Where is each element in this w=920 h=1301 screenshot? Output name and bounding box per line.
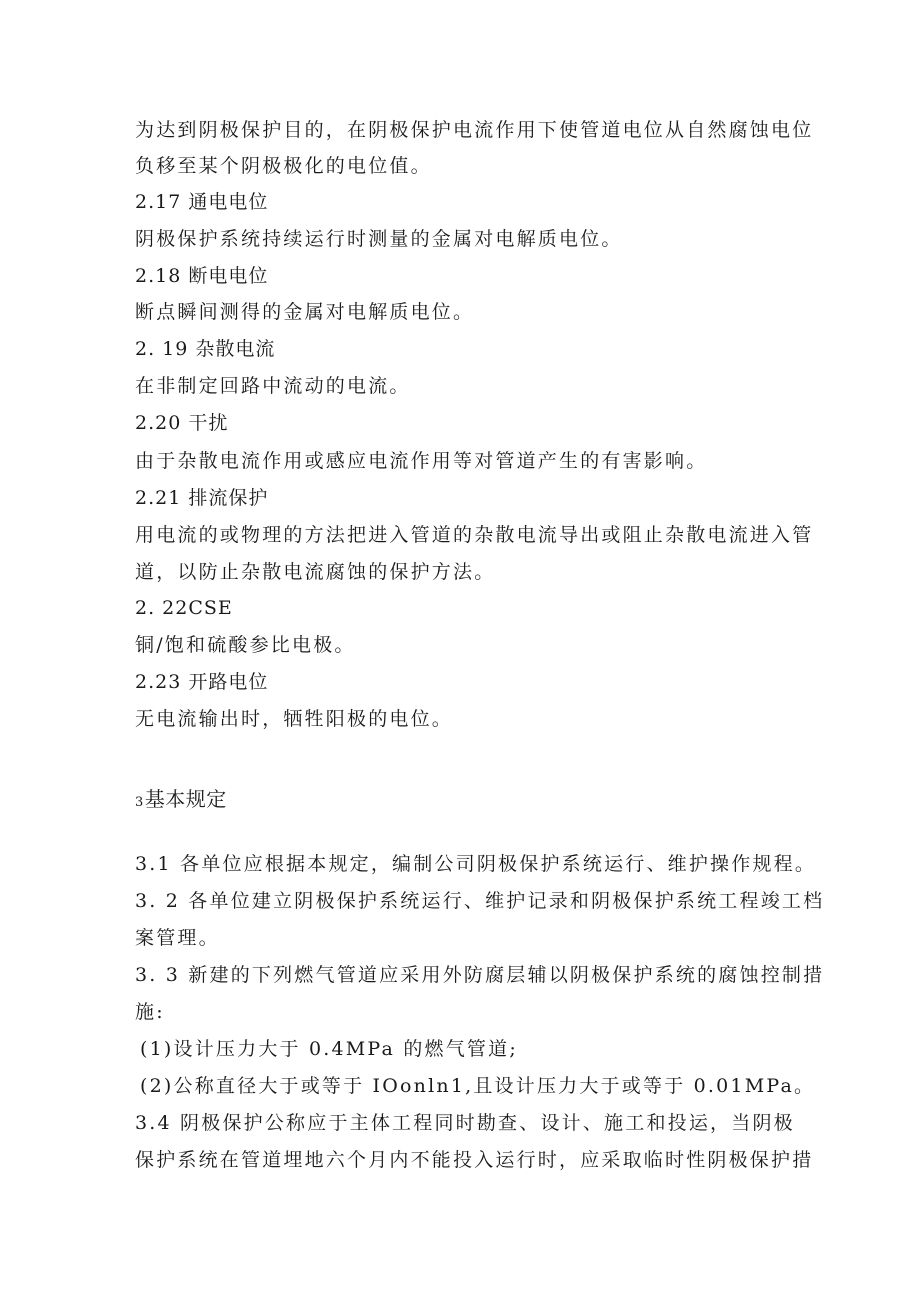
clause-3-3-item-2: (2)公称直径大于或等于 IOonln1,且设计压力大于或等于 0.01MPa。 bbox=[140, 1075, 816, 1097]
term-2-21-body-line-1: 用电流的或物理的方法把进入管道的杂散电流导出或阻止杂散电流进入管 bbox=[135, 524, 814, 546]
clause-3-4-line-2: 保护系统在管道埋地六个月内不能投入运行时，应采取临时性阴极保护措 bbox=[135, 1149, 814, 1171]
section-3-number: 3 bbox=[135, 795, 144, 810]
term-2-21-heading: 2.21 排流保护 bbox=[135, 487, 269, 509]
term-2-17-heading: 2.17 通电电位 bbox=[135, 191, 269, 213]
term-2-18-heading: 2.18 断电电位 bbox=[135, 265, 269, 287]
term-2-20-heading: 2.20 干扰 bbox=[135, 412, 229, 434]
clause-3-3-line-1: 3. 3 新建的下列燃气管道应采用外防腐层辅以阴极保护系统的腐蚀控制措 bbox=[135, 964, 825, 986]
term-2-19-heading: 2. 19 杂散电流 bbox=[135, 338, 276, 360]
term-2-20-body: 由于杂散电流作用或感应电流作用等对管道产生的有害影响。 bbox=[135, 450, 708, 472]
section-3-title: 基本规定 bbox=[144, 787, 227, 811]
term-2-21-body-line-2: 道，以防止杂散电流腐蚀的保护方法。 bbox=[135, 561, 496, 583]
clause-3-4-line-1: 3.4 阴极保护公称应于主体工程同时勘查、设计、施工和投运，当阴极 bbox=[135, 1112, 795, 1134]
term-2-23-body: 无电流输出时，牺牲阳极的电位。 bbox=[135, 708, 454, 730]
definition-2-16-body-line-1: 为达到阴极保护目的，在阴极保护电流作用下使管道电位从自然腐蚀电位 bbox=[135, 119, 814, 141]
term-2-22-body: 铜/饱和硫酸参比电极。 bbox=[135, 634, 356, 656]
term-2-19-body: 在非制定回路中流动的电流。 bbox=[135, 375, 411, 397]
clause-3-2-line-1: 3. 2 各单位建立阴极保护系统运行、维护记录和阴极保护系统工程竣工档 bbox=[135, 890, 825, 912]
clause-3-1: 3.1 各单位应根据本规定，编制公司阴极保护系统运行、维护操作规程。 bbox=[135, 853, 817, 875]
term-2-23-heading: 2.23 开路电位 bbox=[135, 671, 269, 693]
term-2-17-body: 阴极保护系统持续运行时测量的金属对电解质电位。 bbox=[135, 228, 623, 250]
term-2-22-heading: 2. 22CSE bbox=[135, 597, 233, 619]
clause-3-3-line-2: 施: bbox=[135, 1001, 165, 1023]
definition-2-16-body-line-2: 负移至某个阴极极化的电位值。 bbox=[135, 155, 432, 177]
clause-3-3-item-1: (1)设计压力大于 0.4MPa 的燃气管道; bbox=[140, 1038, 518, 1060]
term-2-18-body: 断点瞬间测得的金属对电解质电位。 bbox=[135, 301, 475, 323]
section-3-heading bbox=[135, 786, 227, 816]
clause-3-2-line-2: 案管理。 bbox=[135, 927, 220, 949]
